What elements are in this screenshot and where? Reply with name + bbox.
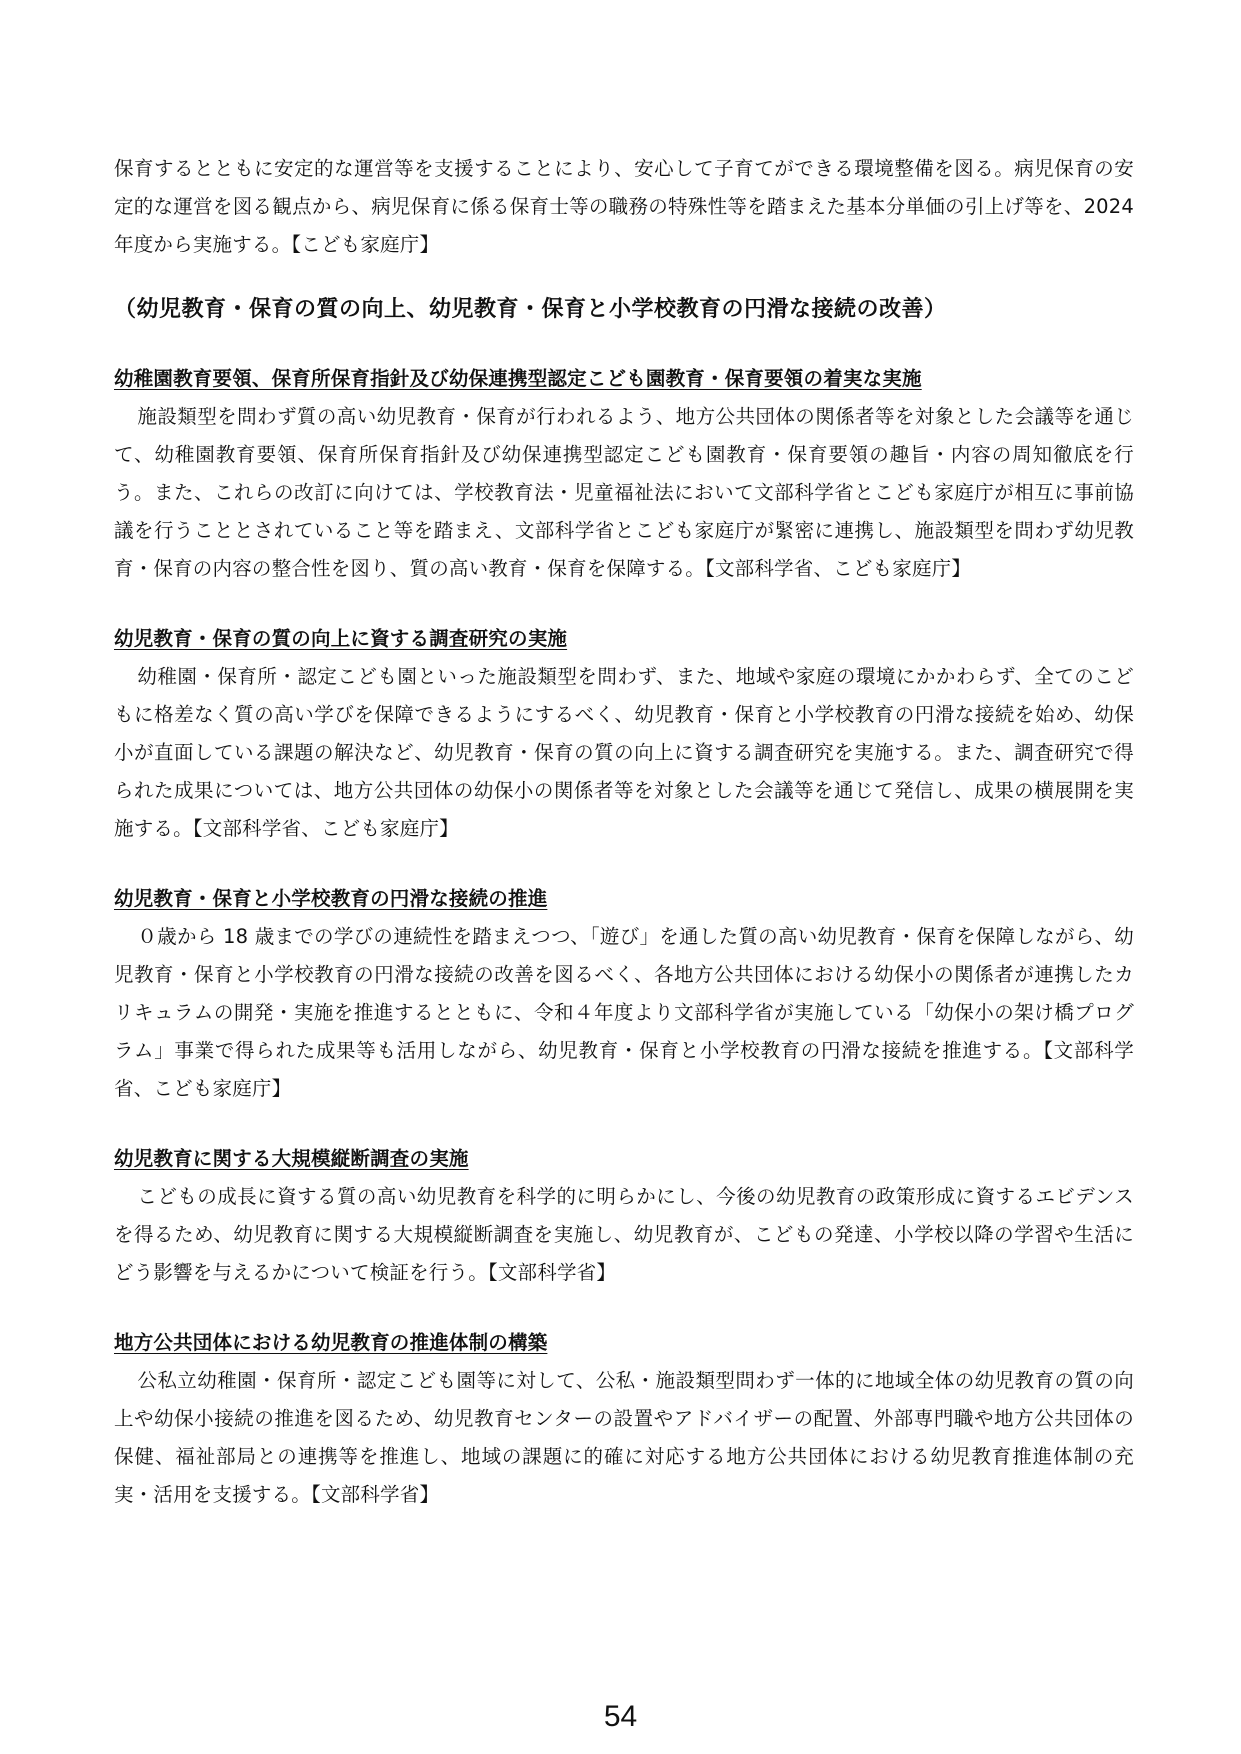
subsection-body: 公私立幼稚園・保育所・認定こども園等に対して、公私・施設類型問わず一体的に地域全体の幼児教育の質の向上や幼保小接続の推進を図るため、幼児教育センターの設置やアドバイザーの配置、外部専門職や地方公共団体の保健、福祉部局との連携等を推進し、地域の課題に的確に対応する地方公共団体における幼児教育推進体制の充実・活用を支援する。【文部科学省】 bbox=[114, 1369, 1134, 1506]
document-page bbox=[114, 150, 1134, 1546]
page-number: 54 bbox=[603, 1700, 638, 1733]
subsection-body: ０歳から 18 歳までの学びの連続性を踏まえつつ、「遊び」を通した質の高い幼児教育・保育を保障しながら、幼児教育・保育と小学校教育の円滑な接続の改善を図るべく、各地方公共団体における幼保小の関係者が連携したカリキュラムの開発・実施を推進するとともに、令和４年度より文部科学省が実施している「幼保小の架け橋プログラム」事業で得られた成果等も活用しながら、幼児教育・保育と小学校教育の円滑な接続を推進する。【文部科学省、こども家庭庁】 bbox=[114, 925, 1134, 1100]
subsection-body: 施設類型を問わず質の高い幼児教育・保育が行われるよう、地方公共団体の関係者等を対象とした会議等を通じて、幼稚園教育要領、保育所保育指針及び幼保連携型認定こども園教育・保育要領の趣旨・内容の周知徹底を行う。また、これらの改訂に向けては、学校教育法・児童福祉法において文部科学省とこども家庭庁が相互に事前協議を行うこととされていること等を踏まえ、文部科学省とこども家庭庁が緊密に連携し、施設類型を問わず幼児教育・保育の内容の整合性を図り、質の高い教育・保育を保障する。【文部科学省、こども家庭庁】 bbox=[114, 405, 1134, 580]
subsection-title: 幼児教育に関する大規模縦断調査の実施 bbox=[114, 1147, 469, 1170]
subsection-title: 幼児教育・保育と小学校教育の円滑な接続の推進 bbox=[114, 887, 548, 910]
section-research bbox=[114, 620, 1134, 848]
section-heading: （幼児教育・保育の質の向上、幼児教育・保育と小学校教育の円滑な接続の改善） bbox=[114, 297, 947, 322]
section-longitudinal-survey bbox=[114, 1140, 1134, 1292]
subsection-body: 幼稚園・保育所・認定こども園といった施設類型を問わず、また、地域や家庭の環境にかかわらず、全てのこどもに格差なく質の高い学びを保障できるようにするべく、幼児教育・保育と小学校教育の円滑な接続を始め、幼保小が直面している課題の解決など、幼児教育・保育の質の向上に資する調査研究を実施する。また、調査研究で得られた成果については、地方公共団体の幼保小の関係者等を対象とした会議等を通じて発信し、成果の横展開を実施する。【文部科学省、こども家庭庁】 bbox=[114, 665, 1134, 840]
section-local-system bbox=[114, 1324, 1134, 1514]
subsection-body: こどもの成長に資する質の高い幼児教育を科学的に明らかにし、今後の幼児教育の政策形成に資するエビデンスを得るため、幼児教育に関する大規模縦断調査を実施し、幼児教育が、こどもの発達、小学校以降の学習や生活にどう影響を与えるかについて検証を行う。【文部科学省】 bbox=[114, 1185, 1134, 1284]
subsection-title: 幼児教育・保育の質の向上に資する調査研究の実施 bbox=[114, 627, 568, 650]
section-transition bbox=[114, 880, 1134, 1108]
intro-paragraph: 保育するとともに安定的な運営等を支援することにより、安心して子育てができる環境整備を図る。病児保育の安定的な運営を図る観点から、病児保育に係る保育士等の職務の特殊性等を踏まえた基本分単価の引上げ等を、2024 年度から実施する。【こども家庭庁】 bbox=[114, 157, 1134, 256]
subsection-title: 地方公共団体における幼児教育の推進体制の構築 bbox=[114, 1331, 548, 1354]
subsection-title: 幼稚園教育要領、保育所保育指針及び幼保連携型認定こども園教育・保育要領の着実な実施 bbox=[114, 367, 922, 390]
section-curriculum bbox=[114, 360, 1134, 588]
